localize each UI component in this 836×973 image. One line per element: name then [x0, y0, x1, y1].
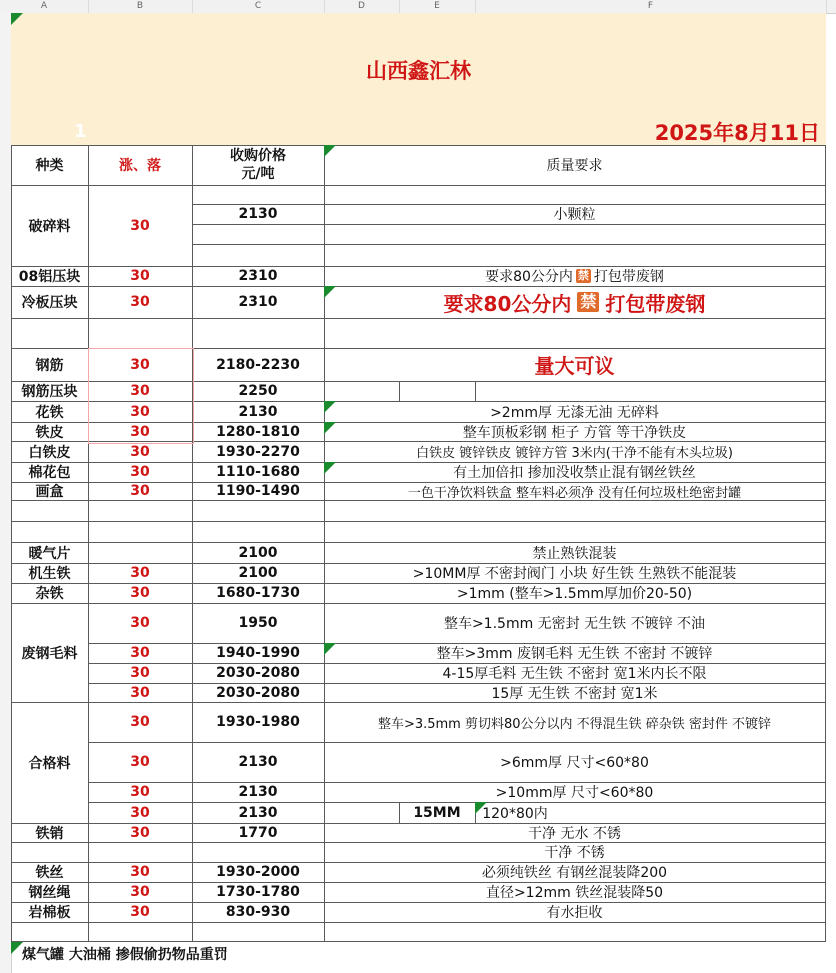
price-yanmianban: 830-930 — [225, 904, 291, 920]
kind-jishengtie: 机生铁 — [28, 566, 71, 582]
footer-note: 煤气罐 大油桶 掺假偷扔物品重罚 — [22, 947, 228, 963]
price-feigang-1: 1950 — [238, 615, 278, 631]
req-feigang-2: 整车>3mm 废钢毛料 无生铁 不密封 不镀锌 — [436, 646, 713, 662]
header-price-line1: 收购价格 — [230, 148, 286, 164]
req-lvyakuai — [324, 266, 825, 286]
change-zatie: 30 — [130, 585, 150, 601]
price-feigang-2: 1940-1990 — [216, 645, 300, 661]
req-jishengtie: >10MM厚 不密封阀门 小块 好生铁 生熟铁不能混装 — [412, 566, 737, 582]
price-tiepi: 1280-1810 — [216, 423, 300, 440]
kind-lengban: 冷板压块 — [21, 295, 78, 311]
change-hege-1: 30 — [130, 714, 150, 730]
comment-flag-icon — [11, 13, 23, 25]
header-quality: 质量要求 — [546, 158, 603, 174]
price-hege-1: 1930-1980 — [216, 714, 300, 730]
req-lvyakuai-b: 打包带废钢 — [593, 269, 664, 285]
price-mianhuabao: 1110-1680 — [216, 464, 300, 480]
change-mianhuabao: 30 — [130, 464, 150, 480]
req-hege-2: >6mm厚 尺寸<60*80 — [500, 755, 649, 771]
kind-mianhuabao: 棉花包 — [28, 465, 71, 481]
req-hege-4-a: 15MM — [413, 804, 461, 821]
price-gangsisheng: 1730-1780 — [216, 884, 300, 900]
change-tiesi: 30 — [130, 864, 150, 880]
price-nuanqipian: 2100 — [238, 544, 278, 561]
ban-icon: 禁 — [577, 269, 589, 282]
column-header-d[interactable]: D — [324, 0, 400, 13]
header-price-line2: 元/吨 — [241, 166, 275, 182]
kind-zatie: 杂铁 — [35, 586, 64, 602]
comment-flag-icon — [324, 422, 336, 434]
change-tiexiao: 30 — [130, 824, 150, 841]
price-lengban: 2310 — [238, 294, 278, 310]
column-header-b[interactable]: B — [88, 0, 193, 13]
price-tiesi: 1930-2000 — [216, 864, 300, 880]
req-feigang-1: 整车>1.5mm 无密封 无生铁 不镀锌 不油 — [443, 616, 706, 632]
req-tiepi: 整车顶板彩钢 柜子 方管 等干净铁皮 — [462, 424, 687, 441]
price-huahe: 1190-1490 — [216, 483, 300, 499]
change-hege-2: 30 — [130, 754, 150, 770]
comment-flag-icon — [324, 462, 336, 474]
kind-baitiepi: 白铁皮 — [28, 444, 71, 461]
req-zatie: >1mm (整车>1.5mm厚加价20-50) — [456, 586, 693, 602]
comment-flag-icon — [324, 643, 336, 655]
kind-gangjin: 钢筋 — [35, 357, 64, 374]
req-feigang-4: 15厚 无生铁 不密封 宽1米 — [491, 685, 658, 702]
column-header-bar — [0, 0, 836, 14]
kind-hegeliao: 合格料 — [28, 755, 71, 772]
header-kind: 种类 — [35, 158, 64, 174]
kind-tiexiao: 铁销 — [35, 825, 64, 842]
req-lvyakuai-a: 要求80公分内 — [485, 269, 573, 285]
header-change: 涨、落 — [119, 158, 161, 174]
change-posuiliao: 30 — [130, 217, 150, 234]
req-huahe: 一色干净饮料铁盒 整车料必须净 没有任何垃圾杜绝密封罐 — [407, 485, 742, 501]
comment-flag-icon — [324, 145, 336, 157]
change-feigang-4: 30 — [130, 684, 150, 701]
req-baitiepi: 白铁皮 镀锌铁皮 镀锌方管 3米内(干净不能有木头垃圾) — [416, 446, 733, 461]
req-lengban-a: 要求80公分内 — [443, 291, 572, 316]
change-gangjin: 30 — [130, 356, 150, 373]
comment-flag-icon — [324, 401, 336, 413]
req-tiexiao-2: 干净 不锈 — [544, 845, 605, 861]
kind-posuiliao: 破碎料 — [28, 218, 71, 235]
row-marker: 1 — [74, 121, 87, 142]
req-hege-4-b: 120*80内 — [482, 805, 548, 822]
req-mianhuabao: 有土加倍扣 掺加没收禁止混有钢丝铁丝 — [453, 465, 696, 481]
req-tiexiao: 干净 无水 不锈 — [528, 825, 621, 842]
price-lvyakuai: 2310 — [238, 268, 278, 284]
change-feigang-2: 30 — [130, 645, 150, 661]
column-header-f[interactable]: F — [475, 0, 827, 13]
req-tiesi: 必须纯铁丝 有钢丝混装降200 — [481, 865, 668, 881]
price-zatie: 1680-1730 — [216, 585, 300, 601]
header-price — [192, 145, 324, 185]
column-header-e[interactable]: E — [399, 0, 476, 13]
kind-gangjinyakuai: 钢筋压块 — [21, 384, 78, 400]
kind-gangsisheng: 钢丝绳 — [28, 885, 71, 901]
price-feigang-3: 2030-2080 — [216, 665, 300, 681]
kind-lvyakuai: 08铝压块 — [18, 269, 81, 285]
kind-huahe: 画盒 — [35, 484, 64, 500]
column-header-c[interactable]: C — [192, 0, 325, 13]
comment-flag-icon — [324, 286, 336, 298]
price-hege-2: 2130 — [238, 754, 278, 770]
change-feigang-3: 30 — [130, 665, 150, 681]
change-huatie: 30 — [130, 403, 150, 420]
change-hege-4: 30 — [130, 804, 150, 821]
kind-tiesi: 铁丝 — [35, 865, 64, 881]
price-gangjin: 2180-2230 — [216, 356, 300, 373]
company-title: 山西鑫汇林 — [366, 59, 471, 83]
req-posuiliao: 小颗粒 — [553, 207, 596, 223]
price-feigang-4: 2030-2080 — [216, 684, 300, 701]
change-lengban: 30 — [130, 294, 150, 310]
req-lengban-b: 打包带废钢 — [605, 291, 706, 316]
change-gangjinyakuai: 30 — [130, 383, 150, 399]
req-hege-3: >10mm厚 尺寸<60*80 — [495, 785, 654, 801]
req-gangsisheng: 直径>12mm 铁丝混装降50 — [485, 885, 664, 901]
price-jishengtie: 2100 — [238, 565, 278, 581]
kind-huatie: 花铁 — [35, 404, 64, 421]
req-feigang-3: 4-15厚毛料 无生铁 不密封 宽1米内长不限 — [442, 666, 707, 682]
price-gangjinyakuai: 2250 — [238, 383, 278, 399]
ban-icon: 禁 — [577, 292, 599, 312]
kind-yanmianban: 岩棉板 — [28, 905, 71, 921]
req-lengban — [324, 286, 825, 318]
column-header-a[interactable]: A — [0, 0, 89, 13]
change-yanmianban: 30 — [130, 904, 150, 920]
price-date: 2025年8月11日 — [654, 121, 820, 145]
change-feigang-1: 30 — [130, 615, 150, 631]
comment-flag-icon — [475, 802, 487, 814]
req-yanmianban: 有水拒收 — [546, 905, 603, 921]
change-jishengtie: 30 — [130, 565, 150, 581]
change-gangsisheng: 30 — [130, 884, 150, 900]
req-gangjin: 量大可议 — [534, 354, 615, 378]
price-huatie: 2130 — [238, 403, 278, 420]
price-posuiliao: 2130 — [238, 206, 278, 222]
change-huahe: 30 — [130, 483, 150, 499]
kind-nuanqipian: 暖气片 — [28, 545, 71, 562]
title-banner — [11, 13, 826, 146]
change-lvyakuai: 30 — [130, 268, 150, 284]
change-tiepi: 30 — [130, 423, 150, 440]
req-nuanqipian: 禁止熟铁混装 — [532, 545, 617, 562]
kind-feigangmaoliao: 废钢毛料 — [21, 645, 78, 662]
req-huatie: >2mm厚 无漆无油 无碎料 — [490, 404, 659, 421]
price-tiexiao: 1770 — [238, 824, 278, 841]
change-baitiepi: 30 — [130, 443, 150, 460]
price-hege-4: 2130 — [238, 804, 278, 821]
change-hege-3: 30 — [130, 784, 150, 800]
kind-tiepi: 铁皮 — [35, 424, 64, 441]
price-hege-3: 2130 — [238, 784, 278, 800]
price-baitiepi: 1930-2270 — [216, 443, 300, 460]
req-hege-1: 整车>3.5mm 剪切料80公分以内 不得混生铁 碎杂铁 密封件 不镀锌 — [377, 716, 772, 732]
